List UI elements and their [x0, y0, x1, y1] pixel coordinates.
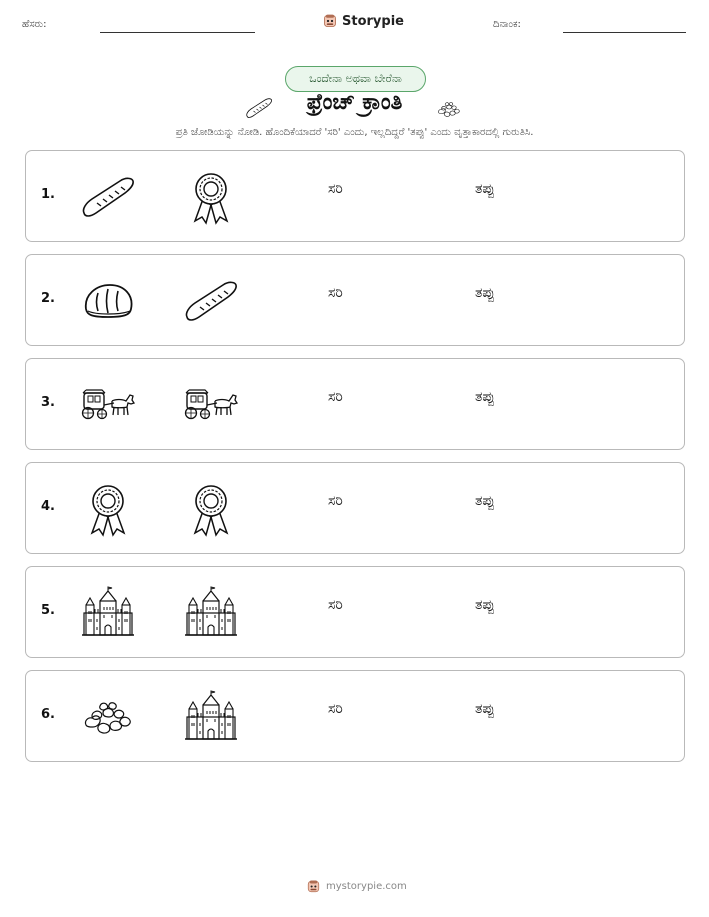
question-row: [25, 150, 685, 242]
question-row: [25, 670, 685, 762]
horse-carriage-icon: [181, 377, 241, 433]
option-false[interactable]: ತಪ್ಪು: [475, 285, 495, 301]
option-false[interactable]: ತಪ್ಪು: [475, 181, 495, 197]
cobblestones-icon: [434, 96, 464, 122]
option-true[interactable]: ಸರಿ: [328, 389, 343, 405]
option-false[interactable]: ತಪ್ಪು: [475, 493, 495, 509]
storypie-mascot-icon: [322, 13, 338, 29]
castle-icon: [78, 585, 138, 641]
option-true[interactable]: ಸರಿ: [328, 181, 343, 197]
castle-icon: [181, 689, 241, 745]
question-row: [25, 566, 685, 658]
date-label: ದಿನಾಂಕ:: [493, 19, 521, 30]
footer-url[interactable]: mystorypie.com: [326, 881, 407, 892]
option-true[interactable]: ಸರಿ: [328, 493, 343, 509]
question-number: 5.: [41, 603, 55, 618]
option-true[interactable]: ಸರಿ: [328, 285, 343, 301]
storypie-mascot-icon: [306, 879, 321, 894]
name-field-line[interactable]: [100, 32, 255, 33]
date-field-line[interactable]: [563, 32, 686, 33]
rosette-ribbon-icon: [78, 481, 138, 537]
question-number: 4.: [41, 499, 55, 514]
page-title: ಫ್ರೆಂಚ್ ಕ್ರಾಂತಿ: [306, 90, 403, 115]
bread-loaf-icon: [78, 273, 138, 329]
question-number: 6.: [41, 707, 55, 722]
activity-badge: ಒಂದೇನಾ ಅಥವಾ ಬೇರೆನಾ: [285, 66, 426, 92]
name-label: ಹೆಸರು:: [22, 19, 47, 30]
footer: [306, 879, 407, 894]
brand-name: Storypie: [342, 13, 404, 29]
question-number: 2.: [41, 291, 55, 306]
rosette-ribbon-icon: [181, 169, 241, 225]
baguette-icon: [78, 169, 138, 225]
question-number: 1.: [41, 187, 55, 202]
question-row: [25, 462, 685, 554]
castle-icon: [181, 585, 241, 641]
horse-carriage-icon: [78, 377, 138, 433]
question-row: [25, 254, 685, 346]
cobblestones-icon: [78, 689, 138, 745]
instructions: ಪ್ರತಿ ಜೋಡಿಯನ್ನು ನೋಡಿ. ಹೊಂದಿಕೆಯಾದರೆ 'ಸರಿ' ಎಂದು, ಇಲ್ಲದಿದ್ದರೆ 'ತಪ್ಪು' ಎಂದು ವೃತ್ತಾಕಾರದಲ್ಲಿ ಗುರುತಿಸಿ.: [175, 127, 534, 138]
question-row: [25, 358, 685, 450]
option-true[interactable]: ಸರಿ: [328, 597, 343, 613]
option-false[interactable]: ತಪ್ಪು: [475, 597, 495, 613]
option-true[interactable]: ಸರಿ: [328, 701, 343, 717]
question-number: 3.: [41, 395, 55, 410]
option-false[interactable]: ತಪ್ಪು: [475, 389, 495, 405]
option-false[interactable]: ತಪ್ಪು: [475, 701, 495, 717]
rosette-ribbon-icon: [181, 481, 241, 537]
brand-logo: [322, 13, 404, 29]
baguette-icon: [181, 273, 241, 329]
